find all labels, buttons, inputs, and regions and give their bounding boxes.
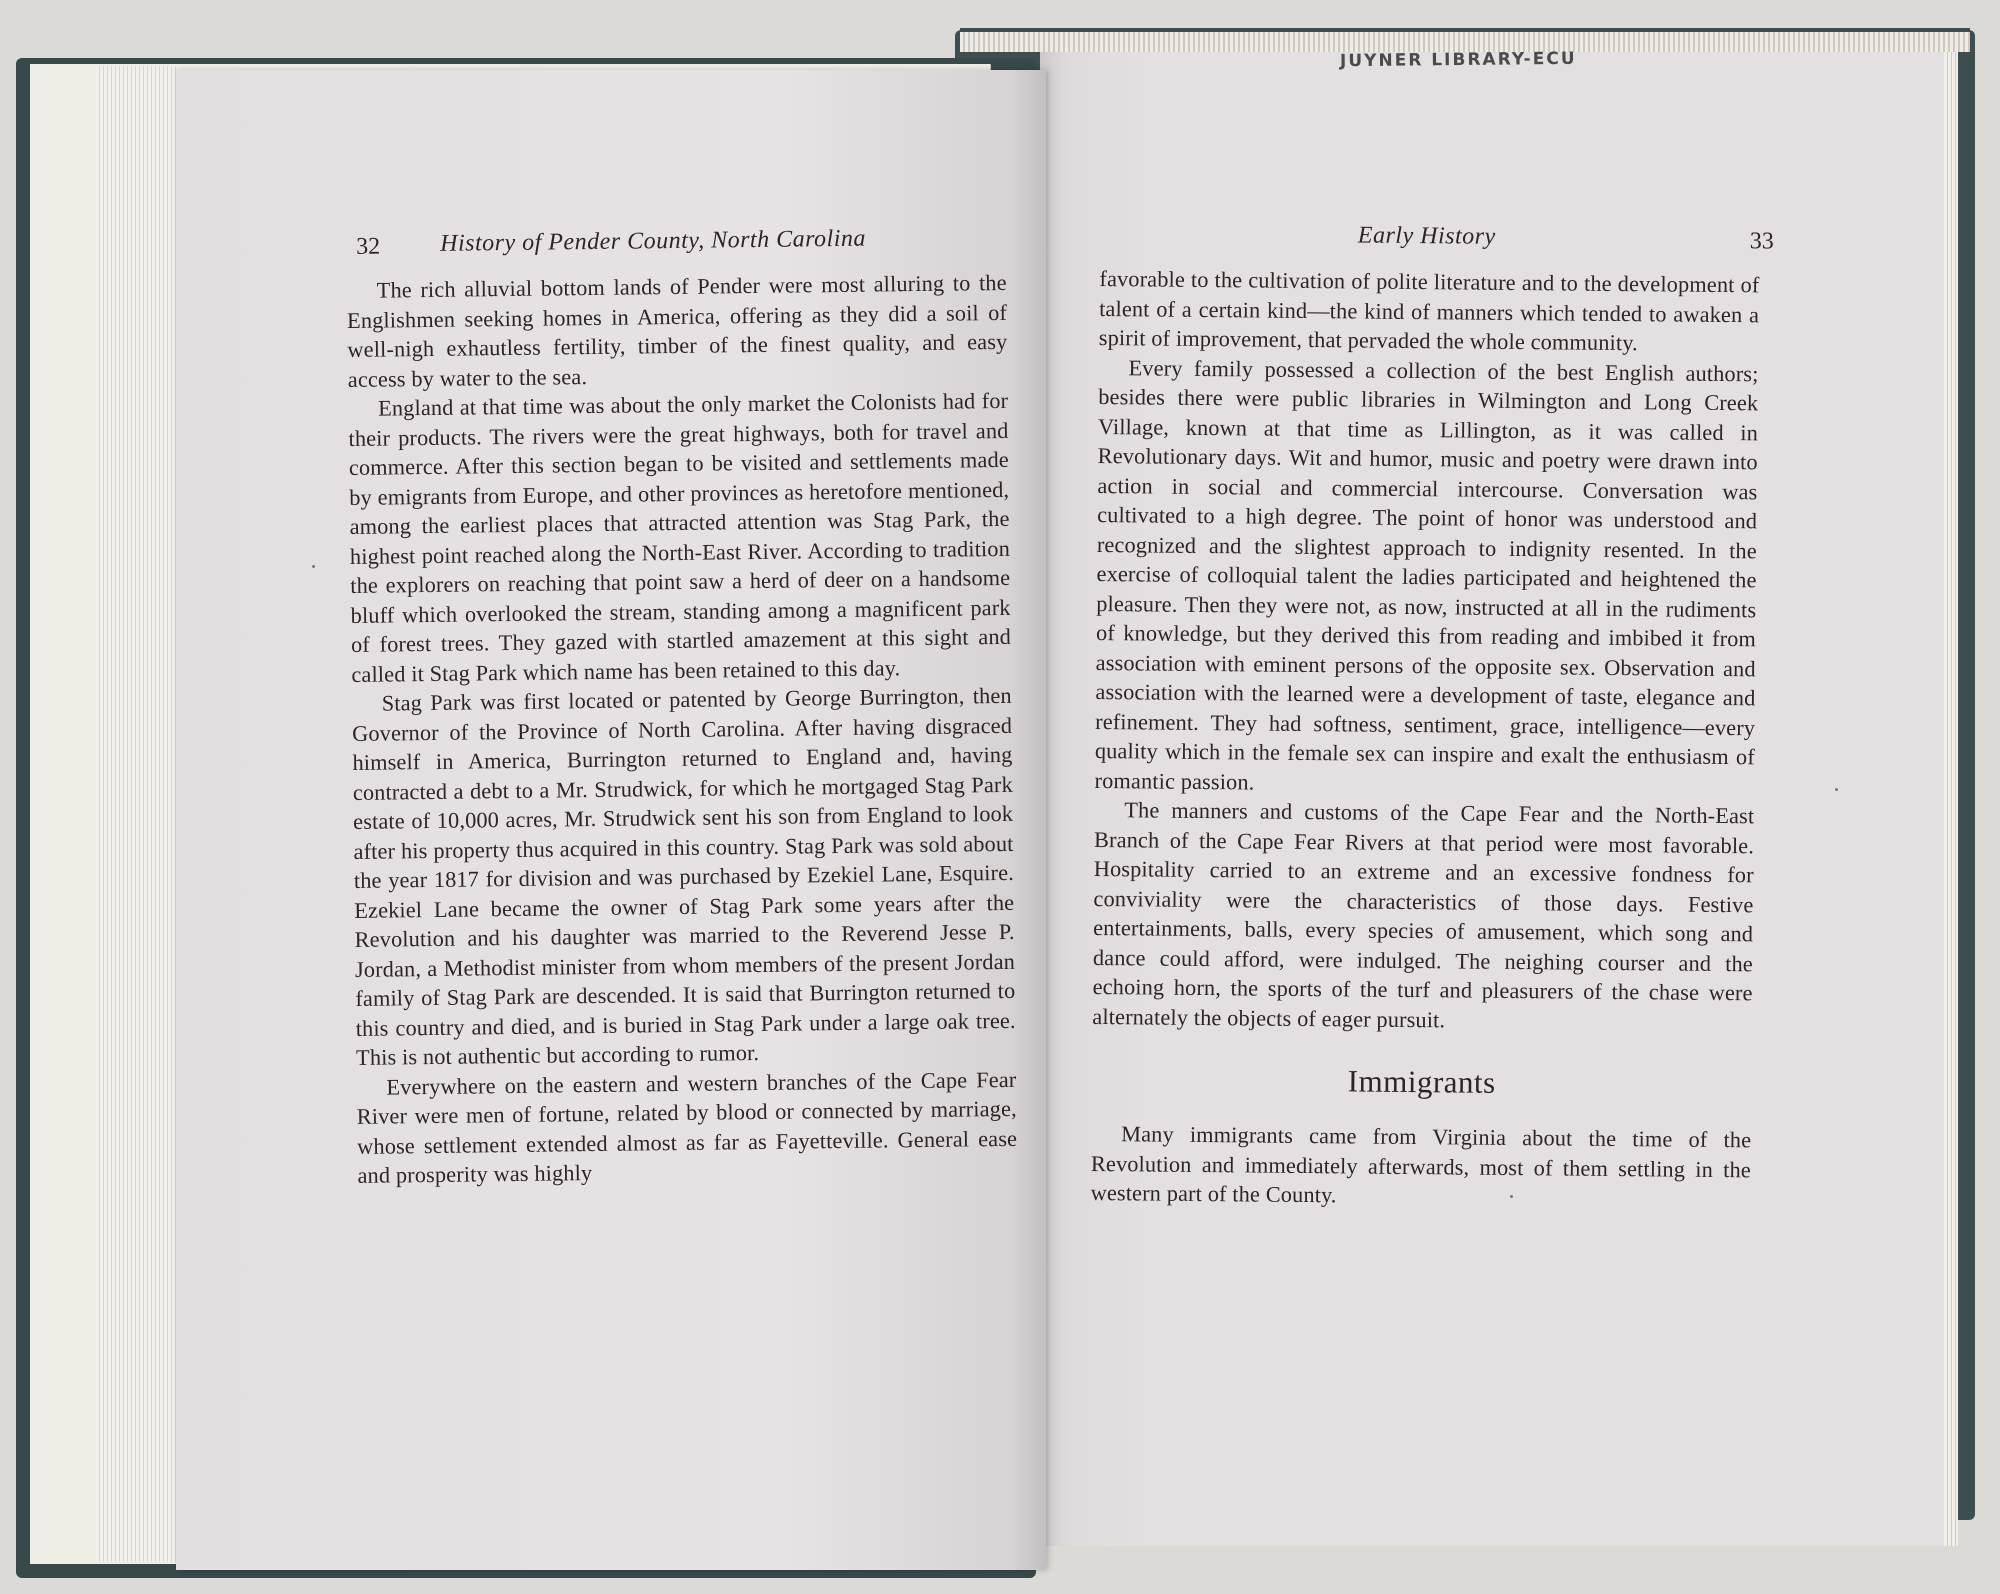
left-running-head (346, 224, 1006, 266)
paper-speck (1510, 1195, 1513, 1198)
paragraph: Everywhere on the eastern and western branches of the Cape Fear River were men of fortune, related by blood or connected by marriage, whose settlement extended almost as far as Fayetteville. General ease and prosperity was highly (356, 1066, 1018, 1188)
library-stamp: JUYNER LIBRARY-ECU (1339, 48, 1577, 72)
section-heading: Immigrants (1347, 1063, 1496, 1100)
paragraph: favorable to the cultivation of polite literature and to the development of talent of a certain kind—the kind of manners which tended to awaken a spirit of improvement, that pervaded the whole community. (1098, 265, 1760, 356)
page-number-right: 33 (1749, 228, 1774, 255)
running-head-title-left: History of Pender County, North Carolina (439, 225, 867, 257)
page-number-left: 32 (356, 233, 381, 260)
page-edges-right (1944, 52, 1958, 1546)
paragraph: Stag Park was first located or patented by George Burrington, then Governor of the Province of North Carolina. After having disgraced himself in America, Burrington returned to England and, having contracted a debt to a Mr. Strudwick, for which he mortgaged Stag Park estate of 10,000 acres, Mr. Strudwick sent his son from England to look after his property thus acquired in this country. Stag Park was sold about the year 1817 for division and was purchased by Ezekiel Lane, Esquire. Ezekiel Lane became the owner of Stag Park some years after the Revolution and his daughter was married to the Reverend Jesse P. Jordan, a Methodist minister from whom members of the present Jordan family of Stag Park are descended. It is said that Burrington returned to this country and died, and is buried in Stag Park under a large oak tree. This is not authentic but according to rumor. (351, 682, 1016, 1070)
page-edges-left (96, 66, 176, 1562)
right-running-head (1100, 220, 1774, 260)
paragraph: The rich alluvial bottom lands of Pender were most alluring to the Englishmen seeking homes in America, offering as they did a soil of well-nigh exhautless fertility, timber of the finest quality, and easy access by water to the sea. (346, 269, 1008, 392)
paragraph: Every family possessed a collection of the best English authors; besides there were public libraries in Wilmington and Long Creek Village, known at that time as Lillington, as it was called in Revolutionary days. Wit and humor, music and poetry were drawn into action in social and commercial intercourse. Conversation was cultivated to a high degree. The point of honor was understood and recognized and the slightest approach to indignity resented. In the exercise of colloquial talent the ladies participated and heightened the pleasure. Then they were not, as now, instructed at all in the rudiments of knowledge, but they derived this from reading and imbibed it from association with eminent persons of the opposite sex. Observation and association with the learned were a development of taste, elegance and refinement. They had softness, sentiment, grace, intelligence—every quality which in the female sex can inspire and exalt the enthusiasm of romantic passion. (1094, 354, 1759, 795)
running-head-title-right: Early History (1357, 222, 1496, 250)
paragraph: The manners and customs of the Cape Fear and the North-East Branch of the Cape Fear Rivers at that period were most favorable. Hospitality carried to an extreme and an excessive fondness for conviviality were the characteristics of those days. Festive entertainments, balls, every species of amusement, which song and dance could afford, were indulged. The neighing courser and the echoing horn, the sports of the turf and pleasurers of the chase were alternately the objects of eager pursuit. (1092, 797, 1755, 1032)
paper-speck (1835, 788, 1838, 791)
paper-speck (312, 565, 315, 568)
right-page-text (1090, 220, 1774, 1214)
left-page-text (346, 224, 1018, 1190)
paragraph: England at that time was about the only market the Colonists had for their products. The rivers were the great highways, both for travel and commerce. After this section began to be visited and settlements made by emigrants from Europe, and other provinces as heretofore mentioned, among the earliest places that attracted attention was Stag Park, the highest point reached along the North-East River. According to tradition the explorers on reaching that point saw a herd of deer on a handsome bluff which overlooked the stream, standing among a magnificent park of forest trees. They gazed with startled amazement at this sight and called it Stag Park which name has been retained to this day. (348, 387, 1012, 687)
paragraph: Many immigrants came from Virginia about the time of the Revolution and immediately afterwards, most of them settling in the western part of the County. (1090, 1121, 1752, 1208)
page-block-top-edge (960, 28, 1970, 52)
